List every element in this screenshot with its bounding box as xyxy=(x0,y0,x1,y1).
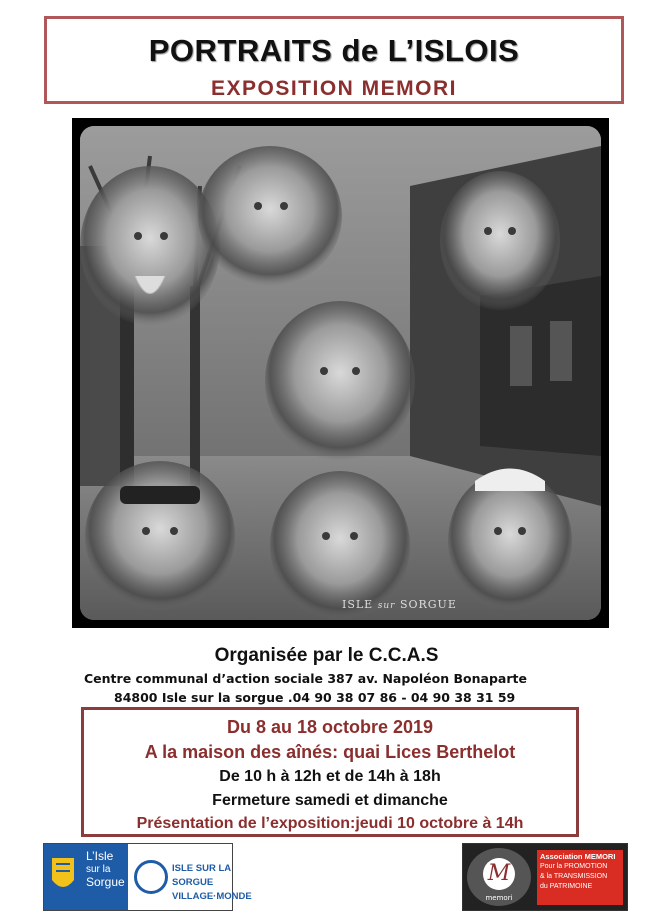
memori-emblem-icon xyxy=(467,848,531,906)
event-place: A la maison des aînés: quai Lices Berthelot xyxy=(144,742,516,762)
memori-association-logo xyxy=(462,843,628,911)
poster-subtitle: EXPOSITION MEMORI xyxy=(210,77,458,100)
memori-emblem-text: memori xyxy=(485,894,513,902)
village-logo-line2: VILLAGE·MONDE xyxy=(172,891,252,902)
event-closing: Fermeture samedi et dimanche xyxy=(212,792,448,809)
event-presentation: Présentation de l’exposition:jeudi 10 octobre à 14h xyxy=(136,815,524,832)
portrait-man-top-center xyxy=(198,146,342,286)
memori-emblem-letter: M xyxy=(483,858,515,890)
town-shield-icon xyxy=(44,844,84,910)
organizer-title: Organisée par le C.C.A.S xyxy=(214,645,439,666)
photo-caption-left: ISLE xyxy=(342,598,374,611)
portrait-man-sailor-hat xyxy=(448,471,572,611)
portrait-bearded-man xyxy=(80,166,220,326)
memori-assoc-line1: Association MEMORI xyxy=(540,852,616,861)
title-box xyxy=(44,16,624,104)
organizer-address: Centre communal d’action sociale 387 av. Napoléon Bonaparte xyxy=(84,671,527,686)
portrait-man-with-cap xyxy=(85,461,235,611)
town-logo-line1: L’Isle xyxy=(86,849,114,863)
memori-assoc-line3: & la TRANSMISSION xyxy=(540,873,608,880)
memori-association-text xyxy=(537,850,623,905)
portrait-man-top-right xyxy=(440,171,560,311)
town-logo-blue-block xyxy=(44,844,128,910)
event-hours: De 10 h à 12h et de 14h à 18h xyxy=(219,768,441,785)
village-logo-line1: ISLE SUR LA SORGUE xyxy=(172,863,231,888)
village-monde-ring-icon xyxy=(134,860,168,894)
photo-collage xyxy=(80,126,601,620)
street-scene-illustration xyxy=(80,126,601,620)
poster-title: PORTRAITS de L’ISLOIS xyxy=(148,33,520,68)
town-logo xyxy=(43,843,252,911)
photo-collage-frame xyxy=(72,118,609,628)
memori-assoc-line2: Pour la PROMOTION xyxy=(540,863,608,870)
event-dates: Du 8 au 18 octobre 2019 xyxy=(226,717,434,737)
portrait-smiling-man-center xyxy=(265,301,415,461)
organizer-contact: 84800 Isle sur la sorgue .04 90 38 07 86 - 04 90 38 31 59 xyxy=(114,690,516,705)
town-logo-line3: Sorgue xyxy=(86,875,125,889)
event-info-box xyxy=(81,707,579,837)
photo-caption-mid: sur xyxy=(377,601,396,611)
memori-assoc-line4: du PATRIMOINE xyxy=(540,883,593,890)
town-logo-line2: sur la xyxy=(86,864,111,875)
photo-caption-right: SORGUE xyxy=(399,598,457,611)
